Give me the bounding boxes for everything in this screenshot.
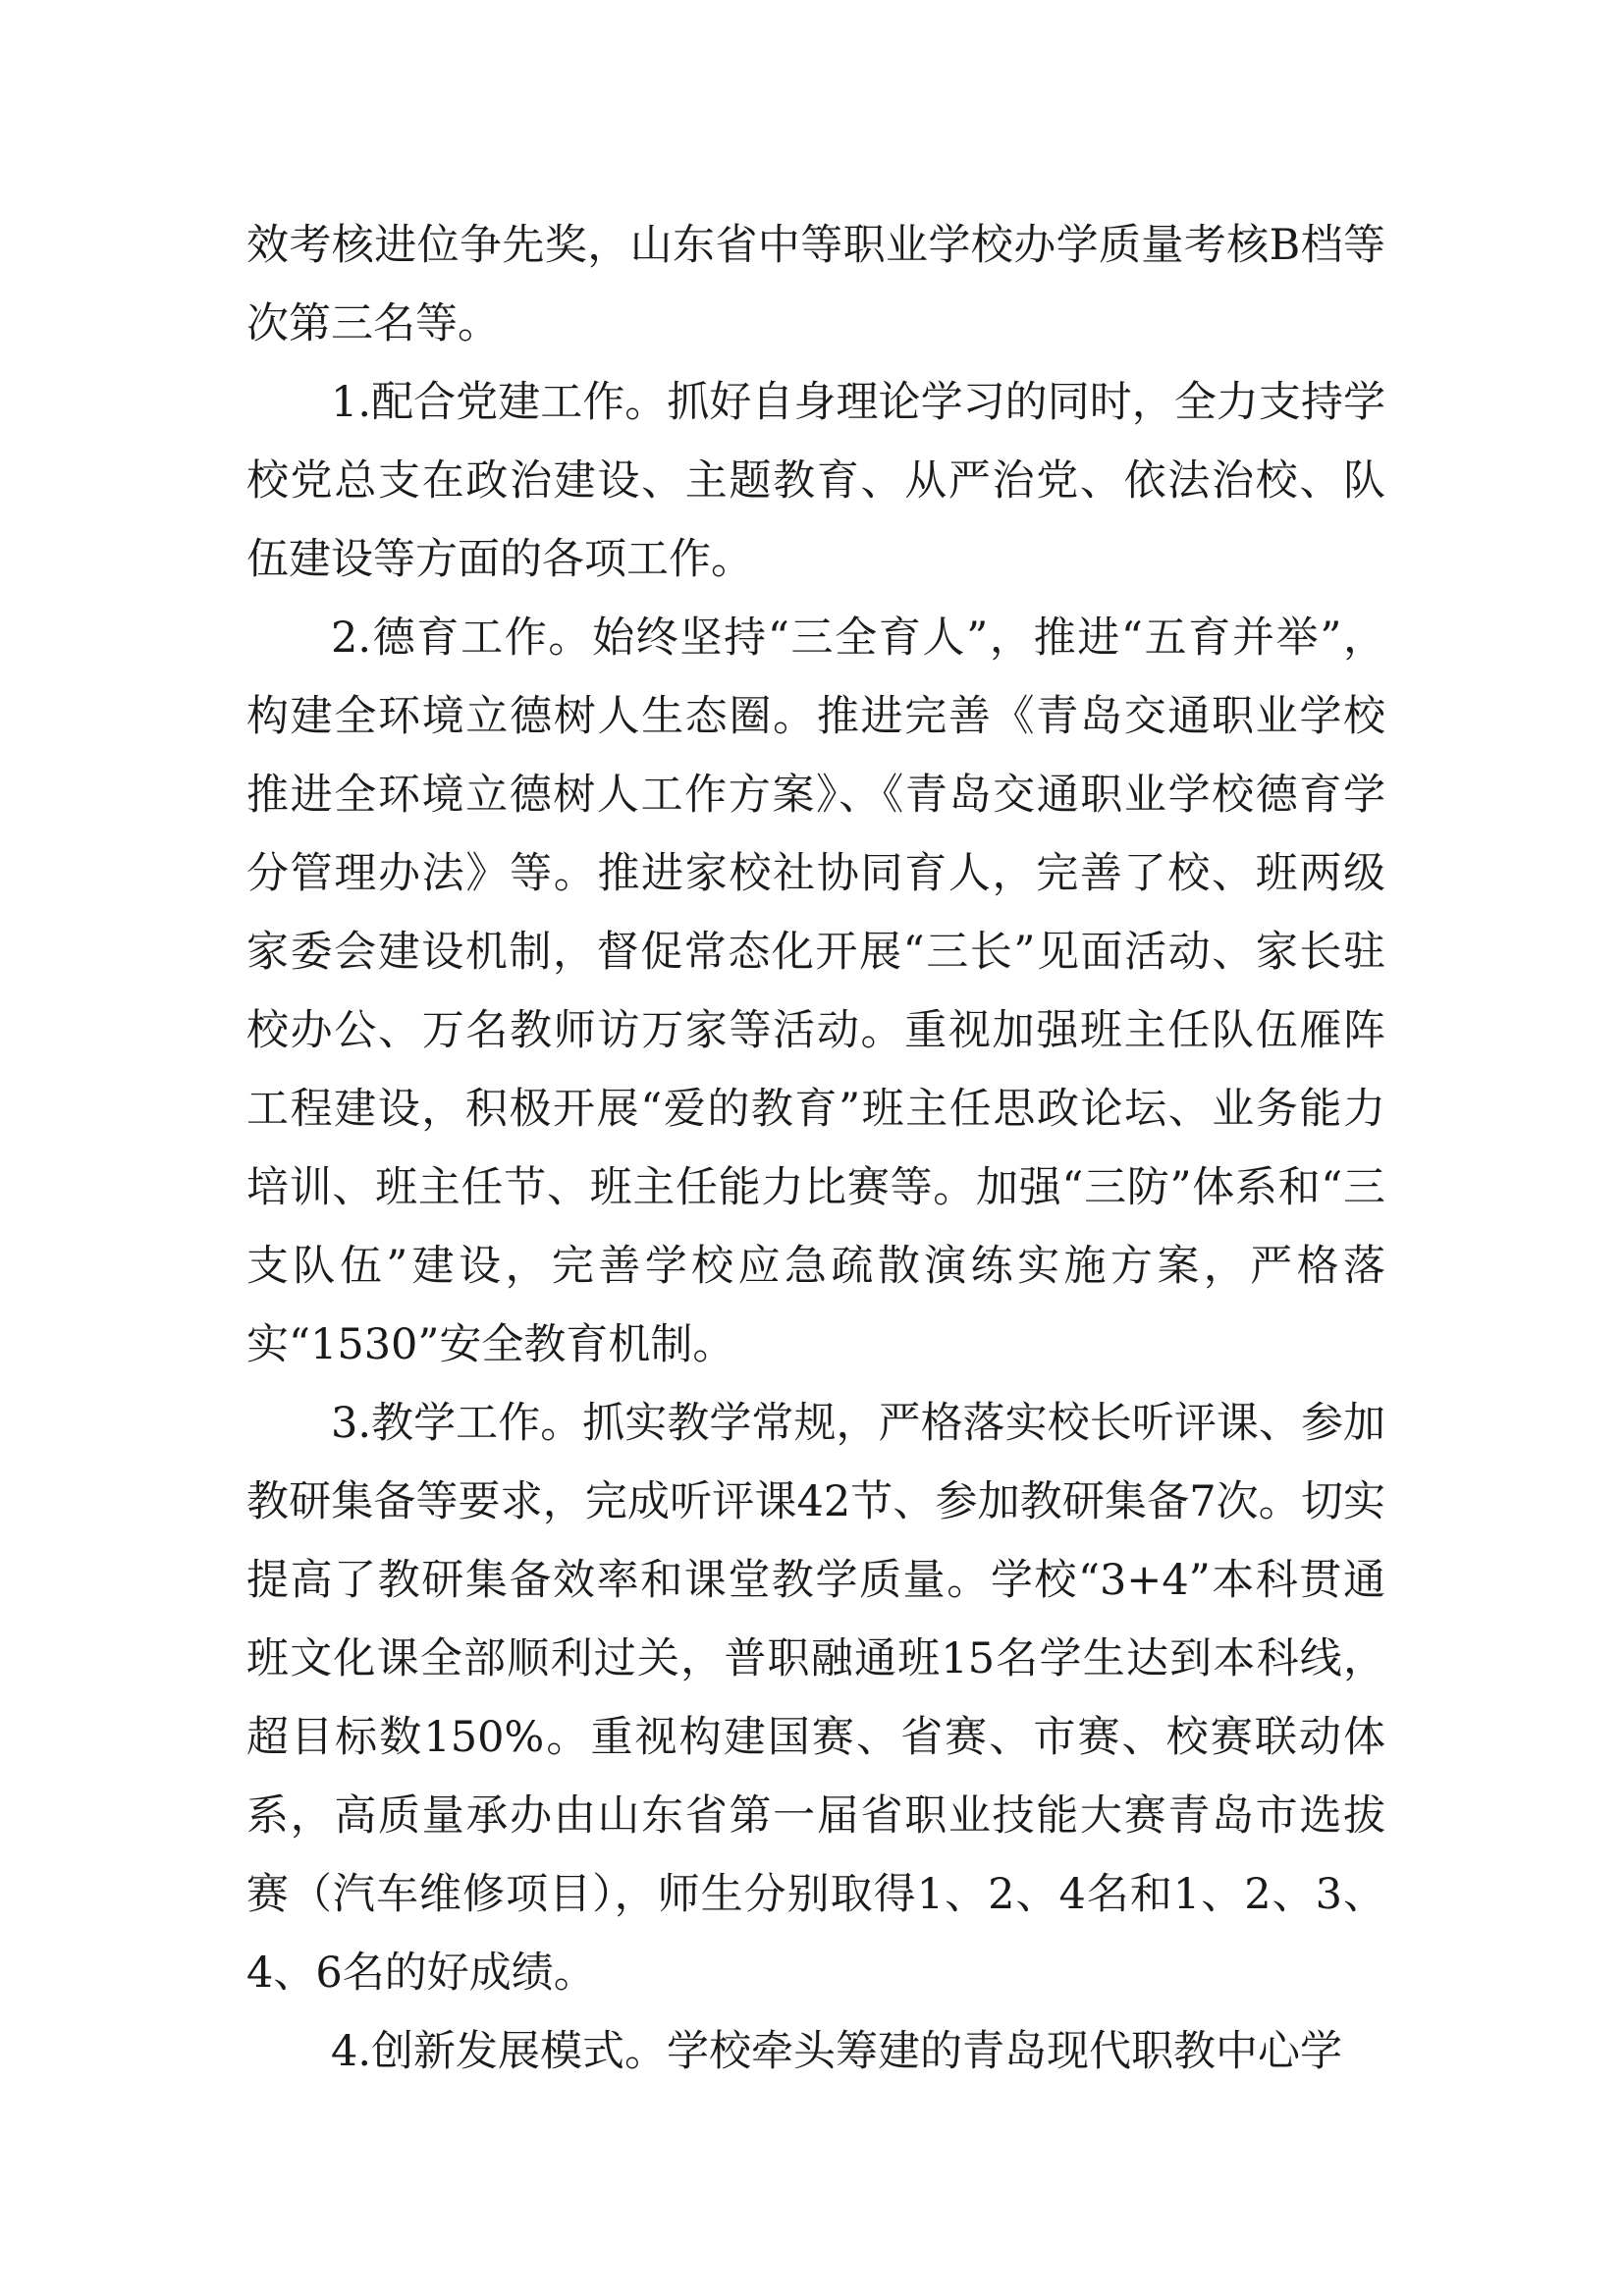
paragraph-moral-education: 2.德育工作。始终坚持“三全育人”，推进“五育并举”，构建全环境立德树人生态圈。推进完善《青岛交通职业学校推进全环境立德树人工作方案》、《青岛交通职业学校德育学分管理办法》等。推进家校社协同育人，完善了校、班两级家委会建设机制，督促常态化开展“三长”见面活动、家长驻校办公、万名教师访万家等活动。重视加强班主任队伍雁阵工程建设，积极开展“爱的教育”班主任思政论坛、业务能力培训、班主任节、班主任能力比赛等。加强“三防”体系和“三支队伍”建设，完善学校应急疏散演练实施方案，严格落实“1530”安全教育机制。 [246,614,1385,1369]
paragraph-continuation: 效考核进位争先奖，山东省中等职业学校办学质量考核B档等次第三名等。 [246,221,1385,348]
paragraph-party-building: 1.配合党建工作。抓好自身理论学习的同时，全力支持学校党总支在政治建设、主题教育、从严治党、依法治校、队伍建设等方面的各项工作。 [246,378,1385,584]
paragraph-innovation: 4.创新发展模式。学校牵头筹建的青岛现代职教中心学 [331,2027,1343,2076]
paragraph-teaching-work: 3.教学工作。抓实教学常规，严格落实校长听评课、参加教研集备等要求，完成听评课42节、参加教研集备7次。切实提高了教研集备效率和课堂教学质量。学校“3+4”本科贯通班文化课全部顺利过关，普职融通班15名学生达到本科线，超目标数150%。重视构建国赛、省赛、市赛、校赛联动体系，高质量承办由山东省第一届省职业技能大赛青岛市选拔赛（汽车维修项目），师生分别取得1、2、4名和1、2、3、4、6名的好成绩。 [246,1399,1385,1998]
body-text [246,206,1385,2091]
